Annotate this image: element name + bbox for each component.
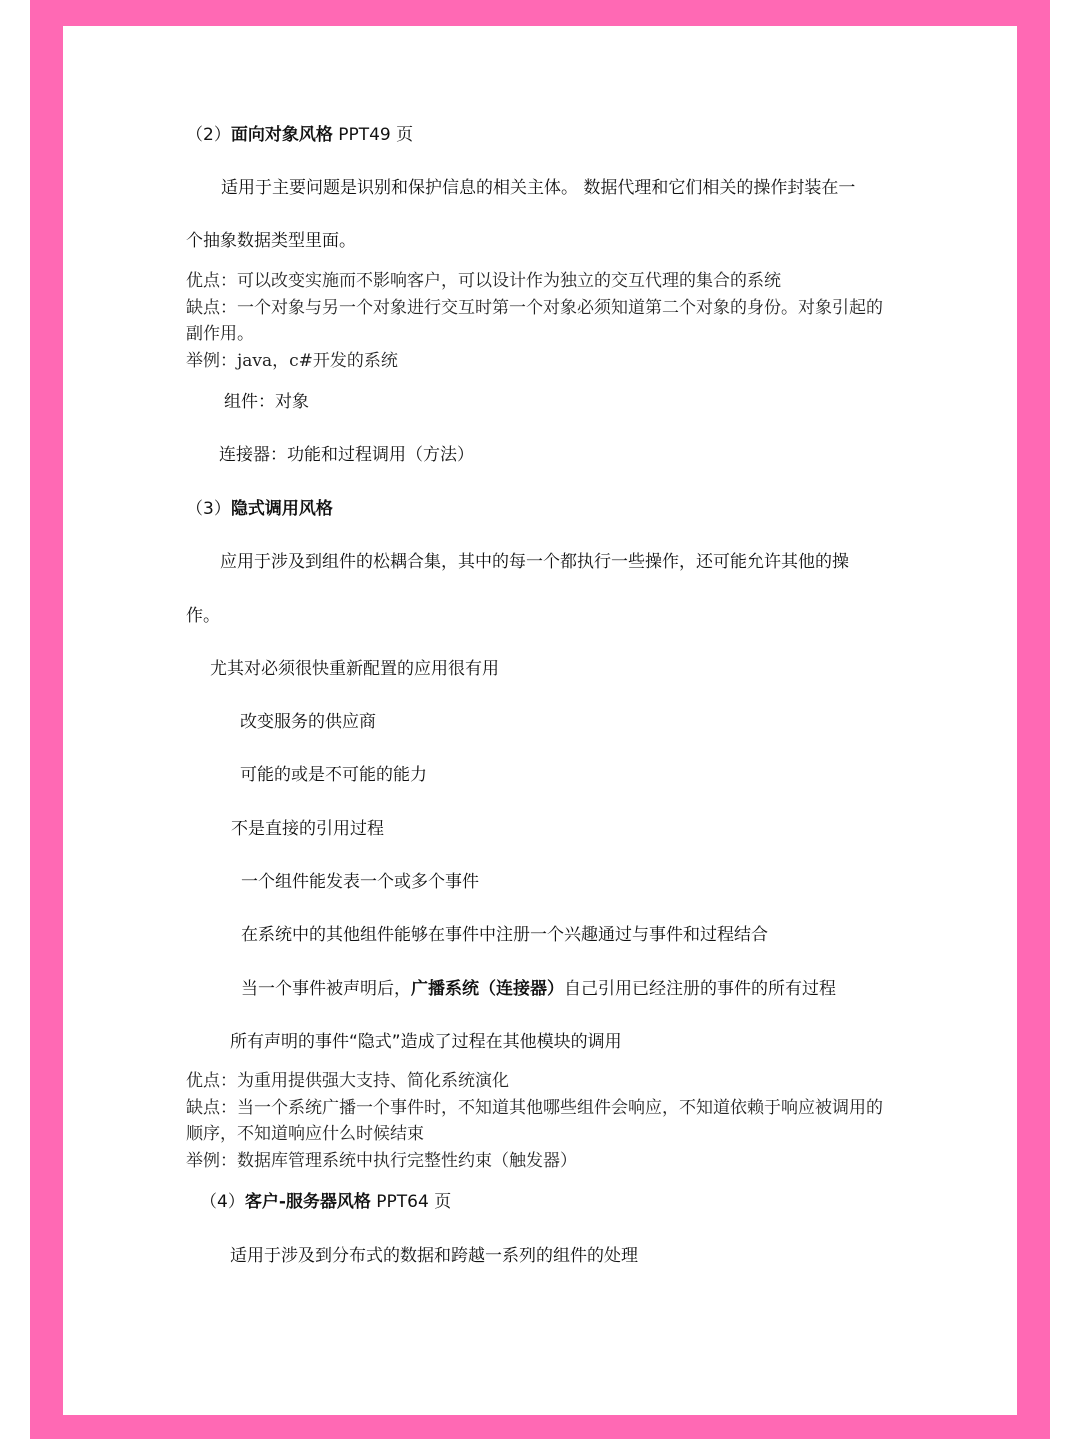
section-2-pros: 优点：可以改变实施而不影响客户，可以设计作为独立的交互代理的集合的系统 [186, 271, 781, 291]
section-ref: PPT49 页 [332, 125, 414, 145]
point-text: 自己引用已经注册的事件的所有过程 [564, 979, 836, 999]
section-3-point-2: 改变服务的供应商 [240, 712, 376, 732]
section-ref: PPT64 页 [370, 1192, 452, 1212]
section-3-example: 举例：数据库管理系统中执行完整性约束（触发器） [186, 1151, 577, 1171]
section-3-point-5: 一个组件能发表一个或多个事件 [241, 872, 479, 892]
section-2-heading [186, 124, 413, 146]
section-number: （2） [186, 125, 231, 145]
section-3-point-3: 可能的或是不可能的能力 [240, 765, 427, 785]
section-3-point-4: 不是直接的引用过程 [231, 819, 384, 839]
point-bold-text: 广播系统（连接器） [411, 979, 564, 999]
section-3-point-6: 在系统中的其他组件能够在事件中注册一个兴趣通过与事件和过程结合 [241, 925, 768, 945]
section-number: （3） [186, 499, 231, 519]
section-3-desc-line-1: 应用于涉及到组件的松耦合集，其中的每一个都执行一些操作，还可能允许其他的操 [220, 552, 849, 572]
section-3-pros: 优点：为重用提供强大支持、简化系统演化 [186, 1071, 509, 1091]
section-2-desc-line-2: 个抽象数据类型里面。 [186, 231, 356, 251]
section-3-point-7 [241, 978, 836, 1000]
section-3-cons: 缺点：当一个系统广播一个事件时，不知道其他哪些组件会响应，不知道依赖于响应被调用的顺序，不知道响应什么时候结束 [186, 1098, 883, 1144]
section-2-connector: 连接器：功能和过程调用（方法） [219, 445, 474, 465]
section-3-heading [186, 498, 333, 520]
section-2-example: 举例：java，c#开发的系统 [186, 351, 398, 371]
section-title: 面向对象风格 [230, 125, 333, 145]
section-4-desc-line-1: 适用于涉及到分布式的数据和跨越一系列的组件的处理 [230, 1246, 638, 1266]
point-text: 当一个事件被声明后， [241, 979, 411, 999]
section-title: 隐式调用风格 [230, 499, 333, 519]
section-3-point-8: 所有声明的事件“隐式”造成了过程在其他模块的调用 [230, 1032, 622, 1052]
section-2-cons: 缺点：一个对象与另一个对象进行交互时第一个对象必须知道第二个对象的身份。对象引起的副作用。 [186, 298, 883, 344]
section-4-heading [200, 1191, 451, 1213]
section-2-desc-line-1: 适用于主要问题是识别和保护信息的相关主体。 数据代理和它们相关的操作封装在一 [221, 178, 856, 198]
section-3-desc-line-2: 作。 [186, 606, 220, 626]
section-number: （4） [200, 1192, 245, 1212]
section-2-component: 组件：对象 [224, 392, 309, 412]
section-3-point-1: 尤其对必须很快重新配置的应用很有用 [210, 659, 499, 679]
section-title: 客户-服务器风格 [244, 1192, 371, 1212]
